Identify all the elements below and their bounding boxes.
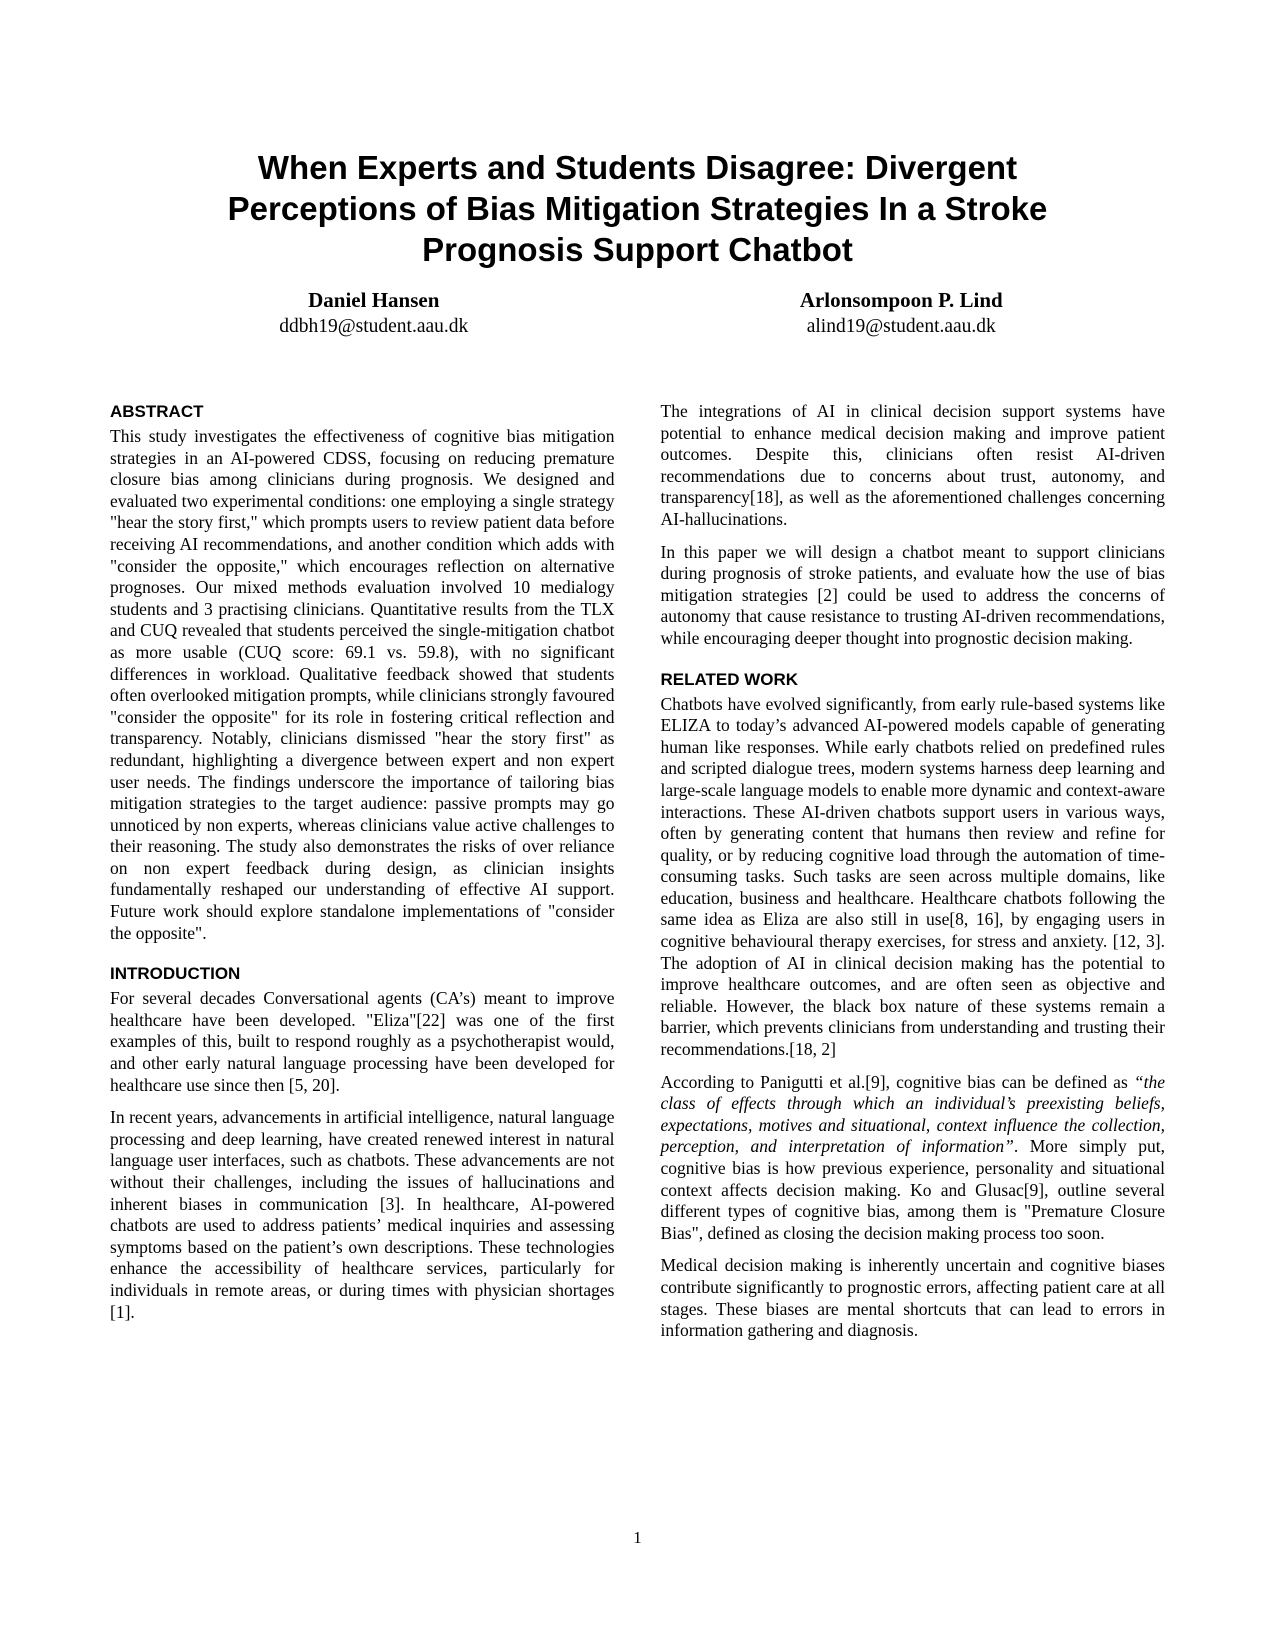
quote-paragraph-tail: . More simply put, cognitive bias is how previous experience, personality and situational context affects decision making. Ko and Glusac[9], outline several different types of cognitive bias, among them is "Premature Closure Bias", defined as closing the decision making process too soon.	[660, 1136, 1165, 1243]
introduction-heading: INTRODUCTION	[110, 964, 241, 984]
body-columns	[110, 401, 1165, 1353]
introduction-paragraph: In recent years, advancements in artificial intelligence, natural language processing and deep learning, have created renewed interest in natural language user interfaces, such as chatbots. These advancements are not without their challenges, including the issues of hallucinations and inherent biases in communication [3]. In healthcare, AI-powered chatbots are used to address patients’ medical inquiries and assessing symptoms based on the patient’s own descriptions. These technologies enhance the accessibility of healthcare services, particularly for individuals in remote areas, or during times with physician shortages [1].	[110, 1107, 615, 1322]
author-name: Arlonsompoon P. Lind	[799, 288, 1003, 312]
paper-title: When Experts and Students Disagree: Divergent Perceptions of Bias Mitigation Strategies In a Stroke Prognosis Support Chatbot	[227, 149, 1048, 268]
right-column	[661, 401, 1166, 1353]
author-email: alind19@student.aau.dk	[806, 316, 996, 337]
abstract-paragraph: This study investigates the effectiveness of cognitive bias mitigation strategies in an AI-powered CDSS, focusing on reducing premature closure bias among clinicians during prognosis. We designed and evaluated two experimental conditions: one employing a single strategy "hear the story first," which prompts users to review patient data before receiving AI recommendations, and another condition which adds with "consider the opposite," which encourages reflection on alternative prognoses. Our mixed methods evaluation involved 10 medialogy students and 3 practising clinicians. Quantitative results from the TLX and CUQ revealed that students perceived the single-mitigation chatbot as more usable (CUQ score: 69.1 vs. 59.8), with no significant differences in workload. Qualitative feedback showed that students often overlooked mitigation prompts, while clinicians strongly favoured "consider the opposite" for its role in fostering critical reflection and transparency. Notably, clinicians dismissed "hear the story first" as redundant, highlighting a divergence between expert and non expert user needs. The findings underscore the importance of tailoring bias mitigation strategies to the target audience: passive prompts may go unnoticed by non experts, whereas clinicians value active challenges to their reasoning. The study also demonstrates the risks of over reliance on non expert feedback during design, as clinician insights fundamentally reshaped our understanding of effective AI support. Future work should explore standalone implementations of "consider the opposite".	[110, 426, 615, 943]
related-work-quote-paragraph	[661, 1072, 1166, 1245]
author-name: Daniel Hansen	[308, 288, 440, 312]
author-email: ddbh19@student.aau.dk	[279, 316, 469, 337]
introduction-continued-paragraph: In this paper we will design a chatbot meant to support clinicians during prognosis of stroke patients, and evaluate how the use of bias mitigation strategies [2] could be used to address the concerns of autonomy that cause resistance to trusting AI-driven recommendations, while encouraging deeper thought into prognostic decision making.	[660, 541, 1165, 648]
cognitive-bias-definition-quote: “the class of effects through which an individual’s preexisting beliefs, expectations, motives and situational, context influence the collection, perception, and interpretation of information”	[660, 1071, 1165, 1157]
related-work-heading: RELATED WORK	[660, 669, 799, 689]
related-work-paragraph: Medical decision making is inherently uncertain and cognitive biases contribute significantly to prognostic errors, affecting patient care at all stages. These biases are mental shortcuts that can lead to errors in information gathering and diagnosis.	[660, 1255, 1165, 1341]
author-row	[110, 287, 1165, 339]
introduction-paragraph: For several decades Conversational agents (CA’s) meant to improve healthcare have been developed. "Eliza"[22] was one of the first examples of this, built to respond roughly as a psychotherapist would, and other early natural language processing have been developed for healthcare use since then [5, 20].	[110, 988, 615, 1095]
related-work-paragraph: Chatbots have evolved significantly, from early rule-based systems like ELIZA to today’s advanced AI-powered models capable of generating human like responses. While early chatbots relied on predefined rules and scripted dialogue trees, modern systems harness deep learning and large-scale language models to enable more dynamic and context-aware interactions. These AI-driven chatbots support users in various ways, often by generating content that humans then review and refine for quality, or by reducing cognitive load through the automation of time-consuming tasks. Such tasks are seen across multiple domains, like education, business and healthcare. Healthcare chatbots following the same idea as Eliza are also still in use[8, 16], by engaging users in cognitive behavioural therapy exercises, for stress and anxiety. [12, 3]. The adoption of AI in clinical decision making has the potential to improve healthcare outcomes, and are often seen as objective and reliable. However, the black box nature of these systems remain a barrier, which prevents clinicians from understanding and trusting their recommendations.[18, 2]	[660, 693, 1165, 1060]
abstract-heading: ABSTRACT	[110, 402, 204, 421]
quote-paragraph-lead: According to Panigutti et al.[9], cognitive bias can be defined as	[660, 1071, 1134, 1092]
author-block	[110, 287, 638, 339]
author-block	[638, 287, 1166, 339]
page-number: 1	[633, 1528, 642, 1547]
left-column	[110, 401, 615, 1353]
introduction-continued-paragraph: The integrations of AI in clinical decision support systems have potential to enhance medical decision making and improve patient outcomes. Despite this, clinicians often resist AI-driven recommendations due to concerns about trust, autonomy, and transparency[18], as well as the aforementioned challenges concerning AI-hallucinations.	[660, 401, 1165, 529]
